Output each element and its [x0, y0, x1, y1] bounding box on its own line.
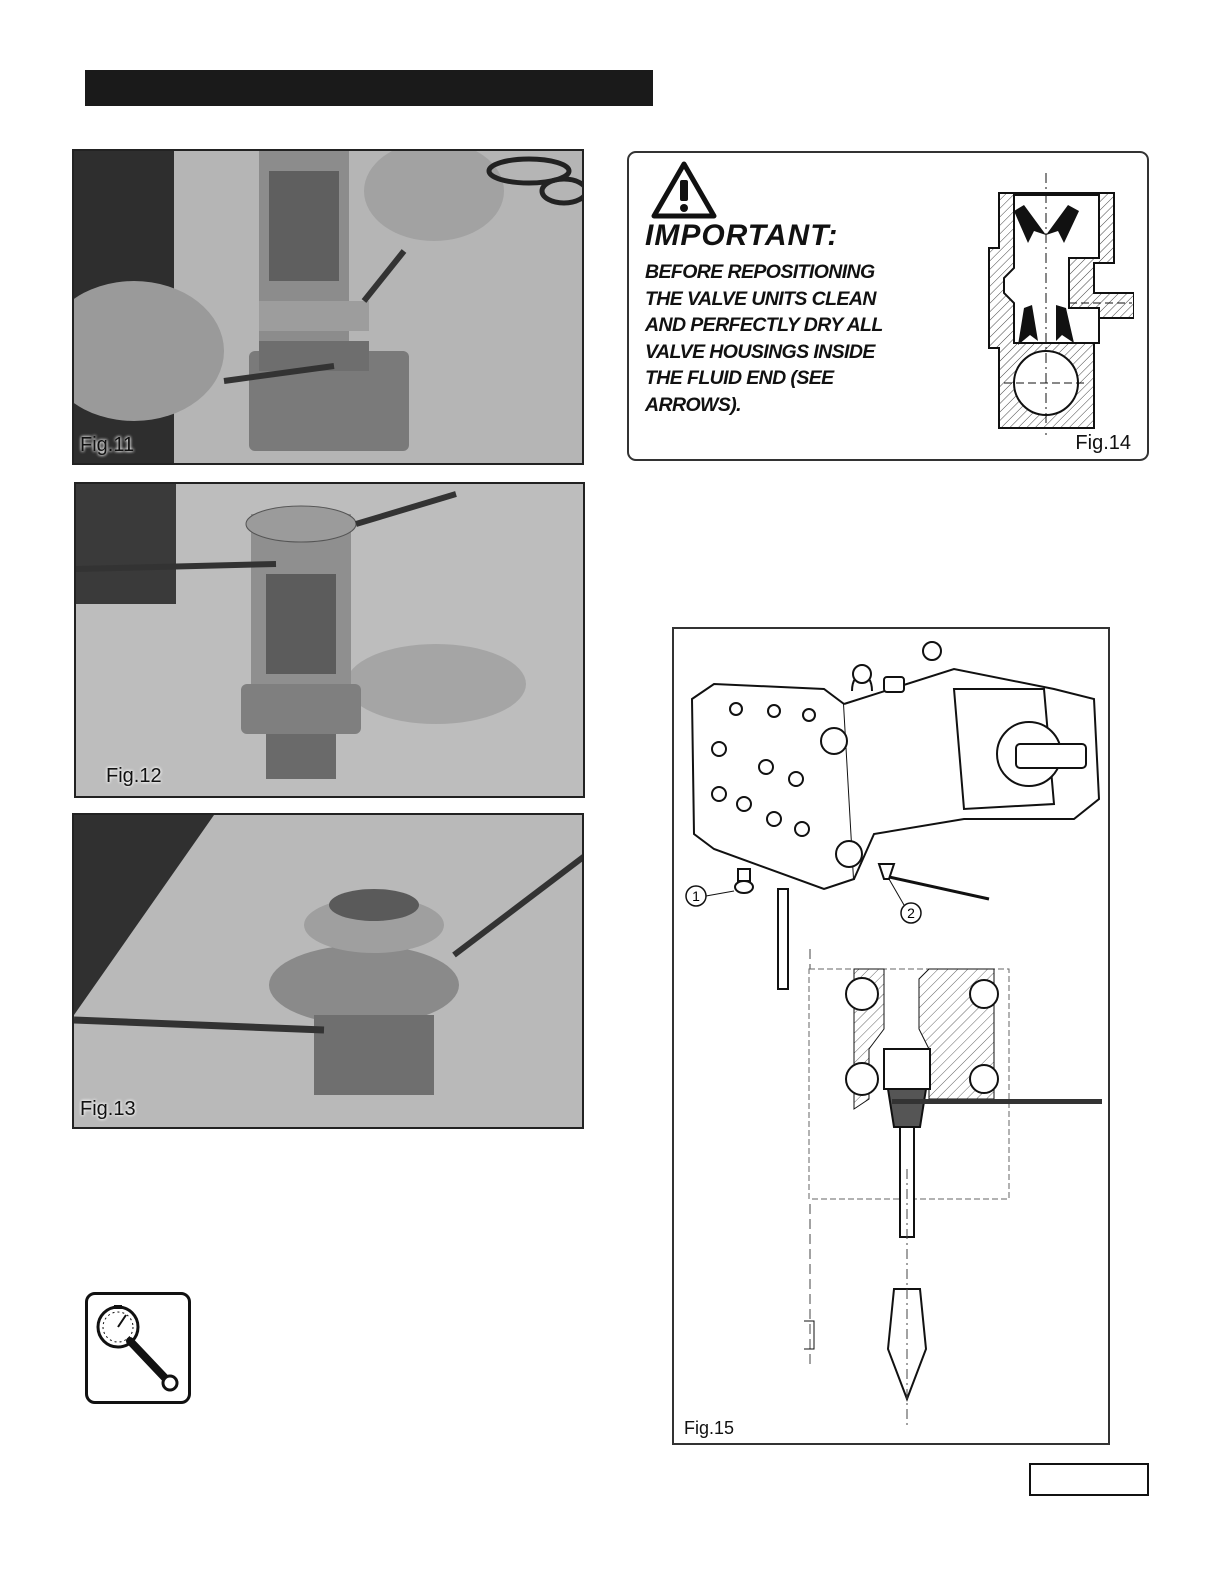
important-text: [645, 259, 955, 418]
important-line: AND PERFECTLY DRY ALL: [645, 314, 883, 336]
important-line: THE FLUID END (SEE: [645, 367, 834, 389]
page-number-box: [1029, 1463, 1149, 1496]
important-title: IMPORTANT:: [645, 219, 839, 252]
fig15-label: Fig.15: [684, 1418, 735, 1438]
fig13-label: Fig.13: [80, 1098, 136, 1120]
important-notice-box: [627, 151, 1149, 461]
fig11-illustration: [74, 151, 584, 465]
fig15-drawing-frame: [672, 627, 1110, 1445]
fig11-label: Fig.11: [80, 434, 135, 456]
section-header-bar: [85, 70, 653, 106]
important-line: THE VALVE UNITS CLEAN: [645, 287, 876, 310]
important-line: BEFORE REPOSITIONING: [645, 261, 875, 283]
fig13-photo: [72, 813, 584, 1129]
fig12-photo: [74, 482, 585, 798]
fig12-illustration: [76, 484, 585, 798]
callout-2-number: 2: [907, 905, 915, 921]
fig14-label: Fig.14: [1075, 432, 1131, 454]
fig14-valve-housing-drawing: [984, 173, 1134, 435]
tool-icon-box: [85, 1292, 191, 1404]
pressure-gauge-wrench-icon: [88, 1295, 188, 1401]
warning-triangle-icon: [651, 161, 717, 219]
fig12-label: Fig.12: [106, 765, 162, 787]
important-line: VALVE HOUSINGS INSIDE: [645, 340, 875, 363]
fig15-pump-drawing: [674, 629, 1108, 1443]
fig13-illustration: [74, 815, 584, 1129]
fig11-photo: [72, 149, 584, 465]
important-line: ARROWS).: [645, 393, 741, 416]
callout-1-number: 1: [692, 888, 700, 904]
